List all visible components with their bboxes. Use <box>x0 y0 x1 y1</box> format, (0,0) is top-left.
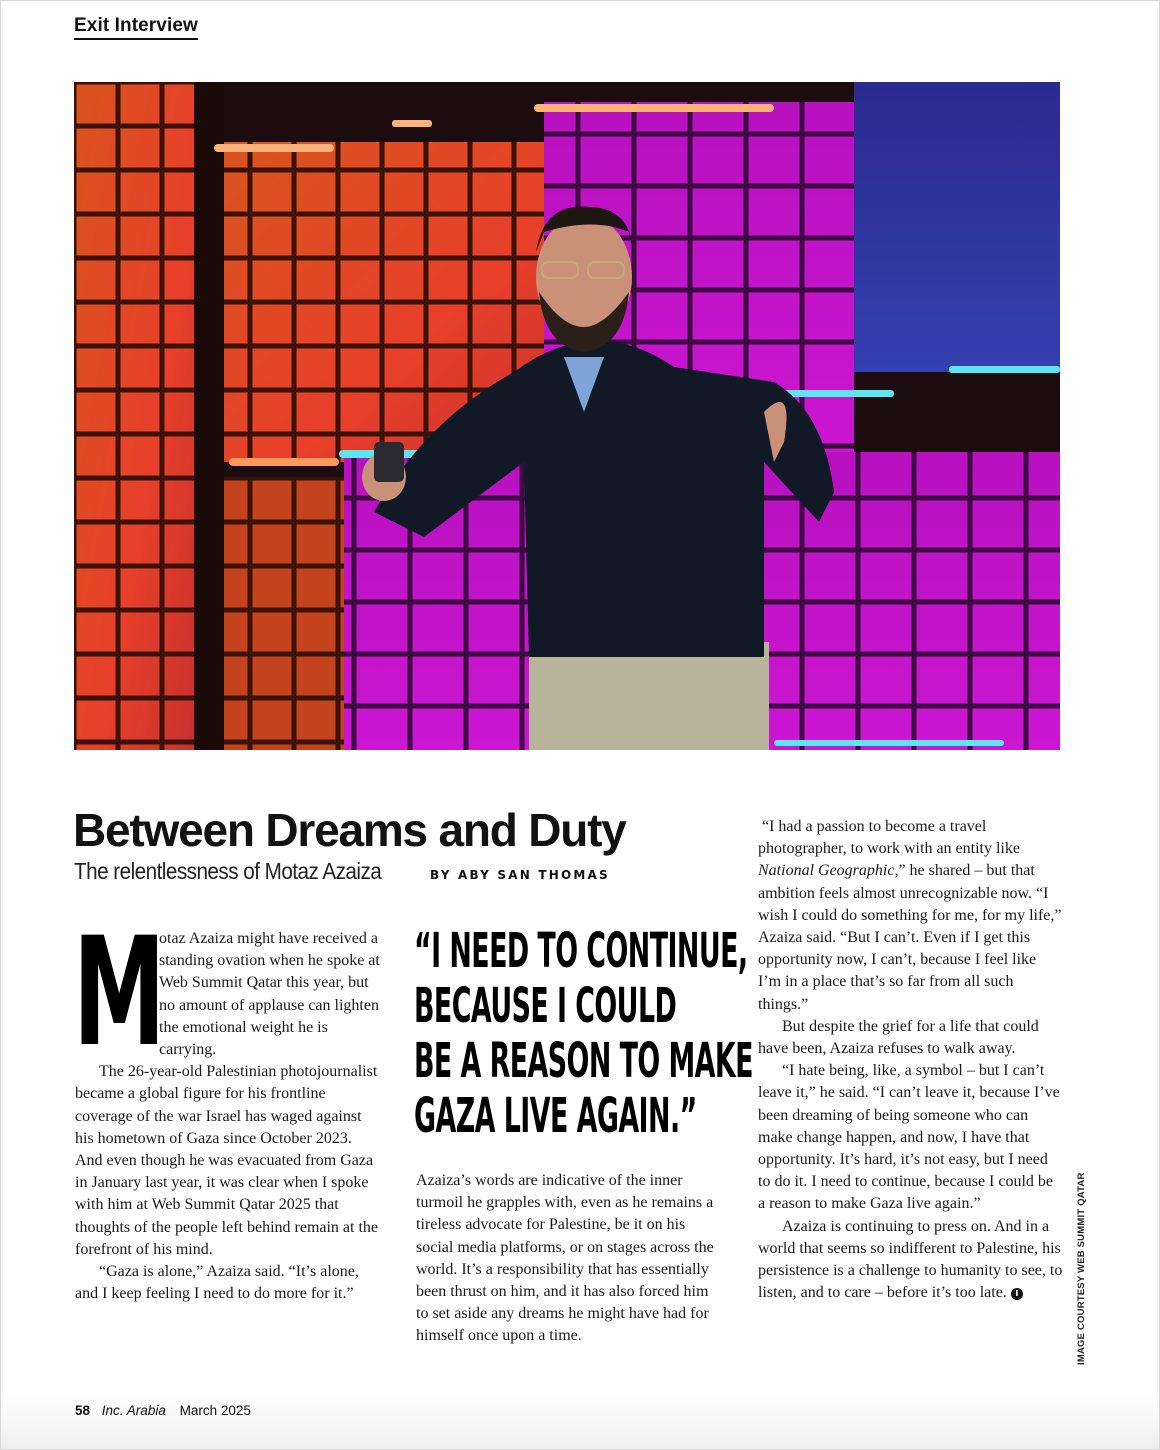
text-run: Azaiza is continuing to press on. And in a world that seems so indifferent to Palestine, his persistence is a challenge to humanity to see, to listen, and to care – before it’s too late. <box>758 1217 1063 1302</box>
article-dek <box>74 858 415 885</box>
pull-quote-line: BE A REASON TO MAKE <box>414 1033 753 1089</box>
footer-band <box>0 1392 1160 1450</box>
publication-name: National Geographic, <box>758 862 899 880</box>
body-column-2 <box>416 1170 721 1348</box>
paragraph <box>758 816 1063 1016</box>
dek-text: The relentlessness of Motaz Azaiza <box>74 858 382 884</box>
paragraph: Azaiza’s words are indicative of the inner turmoil he grapples with, even as he remains a tireless advocate for Palestine, be it on his social media platforms, or on stages across the world. It’s a responsibility that has essentially been thrust on him, and it has also forced him to set aside any dreams he might have had for himself once upon a time. <box>416 1172 714 1345</box>
text-run: ” he shared – but that ambition feels almost unrecognizable now. “I wish I could do something for me, for my life,” Azaiza said. “But I can’t. Even if I get this opportunity now, I can’t, because I feel like I’m in a place that’s so far from all such things.” <box>758 862 1062 1013</box>
body-column-1 <box>73 906 380 1305</box>
pull-quote <box>414 923 753 1144</box>
paragraph: otaz Azaiza might have received a standing ovation when he spoke at Web Summit Qatar this year, but no amount of applause can lighten the emotional weight he is carrying. <box>159 930 380 1059</box>
drop-cap-letter: M <box>73 906 166 1080</box>
paragraph: But despite the grief for a life that could have been, Azaiza refuses to walk away. <box>758 1017 1039 1058</box>
pull-quote-line: GAZA LIVE AGAIN.” <box>414 1088 697 1144</box>
pull-quote-line: BECAUSE I COULD <box>414 978 677 1034</box>
body-column-3 <box>758 816 1063 1304</box>
pull-quote-line: “I NEED TO CONTINUE, <box>414 923 748 979</box>
paragraph: “I hate being, like, a symbol – but I can’t leave it,” he said. “I can’t leave it, because I’ve been dreaming of being someone who can make change happen, and now, I have that opportunity. It’s hard, it’s not easy, but I need to do it. I need to continue, because I could be a reason to make Gaza live again.” <box>758 1062 1060 1213</box>
drop-cap <box>73 906 166 1080</box>
magazine-name: Inc. Arabia <box>101 1403 166 1418</box>
article-headline: Between Dreams and Duty <box>73 804 626 856</box>
article-byline: BY ABY SAN THOMAS <box>430 868 610 882</box>
paragraph <box>758 1216 1063 1305</box>
text-run: “I had a passion to become a travel photographer, to work with an entity like <box>758 818 1020 858</box>
section-label: Exit Interview <box>74 15 198 40</box>
paragraph: “Gaza is alone,” Azaiza said. “It’s alone, and I keep feeling I need to do more for it.” <box>75 1263 359 1303</box>
hero-photo <box>74 82 1060 750</box>
hero-photo-illustration <box>74 82 1060 750</box>
page-number: 58 <box>75 1403 91 1418</box>
issue-date: March 2025 <box>179 1403 251 1418</box>
end-mark-icon: I <box>1011 1288 1023 1300</box>
page-footer <box>75 1403 251 1418</box>
paragraph: The 26-year-old Palestinian photojournalist became a global figure for his frontline coverage of the war Israel has waged against his hometown of Gaza since October 2023. And even though he was evacuated from Gaza in January last year, it was clear when I spoke with him at Web Summit Qatar 2025 that thoughts of the people left behind remain at the forefront of his mind. <box>75 1063 379 1258</box>
image-credit: IMAGE COURTESY WEB SUMMIT QATAR <box>1076 1172 1087 1365</box>
